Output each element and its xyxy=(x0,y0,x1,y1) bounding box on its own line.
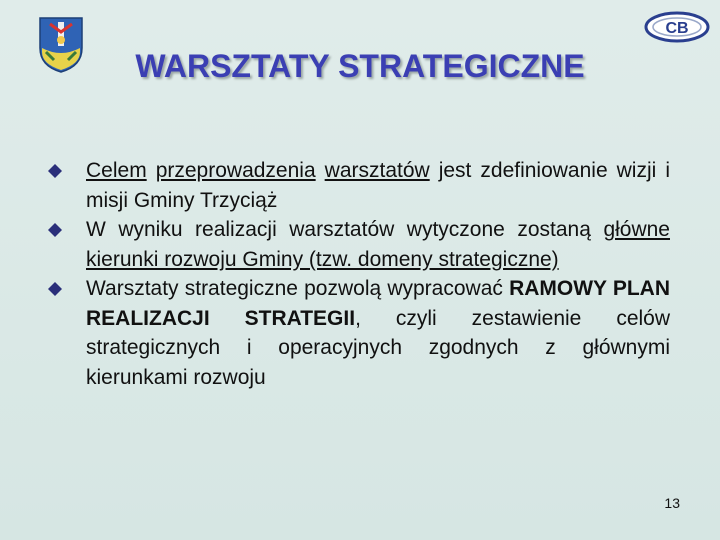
slide-title: WARSZTATY STRATEGICZNE xyxy=(135,48,585,84)
bullet-text-part: , czyli zestawienie celów strategicznych i operacyjnych zgodnych z głównymi kierunkami rozwoju xyxy=(86,306,671,389)
page-number: 13 xyxy=(664,495,680,511)
bullet-list xyxy=(46,156,670,392)
bullet-item xyxy=(46,215,670,274)
bullet-text-part xyxy=(316,159,325,182)
bullet-text-part: warsztatów xyxy=(324,159,430,182)
bullet-text-part: przeprowadzenia xyxy=(155,159,316,182)
bullet-text-part: Celem xyxy=(86,159,147,182)
bullet-text-part: RAMOWY PLAN REALIZACJI STRATEGII xyxy=(86,277,671,330)
bullet-text-part: W wyniku realizacji warsztatów wytyczone zostaną xyxy=(86,218,604,241)
diamond-bullet-icon xyxy=(48,223,62,237)
diamond-bullet-icon xyxy=(48,282,62,296)
diamond-bullet-icon xyxy=(48,164,62,178)
cb-logo-icon xyxy=(644,10,710,44)
bullet-text-part: jest zdefiniowanie wizji i misji Gminy Trzyciąż xyxy=(86,159,670,212)
cb-logo-text: CB xyxy=(665,20,689,37)
bullet-item xyxy=(46,274,670,392)
bullet-text-part xyxy=(147,159,156,182)
bullet-text-part: główne kierunki rozwoju Gminy (tzw. domeny strategiczne) xyxy=(86,218,670,271)
bullet-item xyxy=(46,156,670,215)
bullet-text-part: Warsztaty strategiczne pozwolą wypracować xyxy=(86,277,510,300)
